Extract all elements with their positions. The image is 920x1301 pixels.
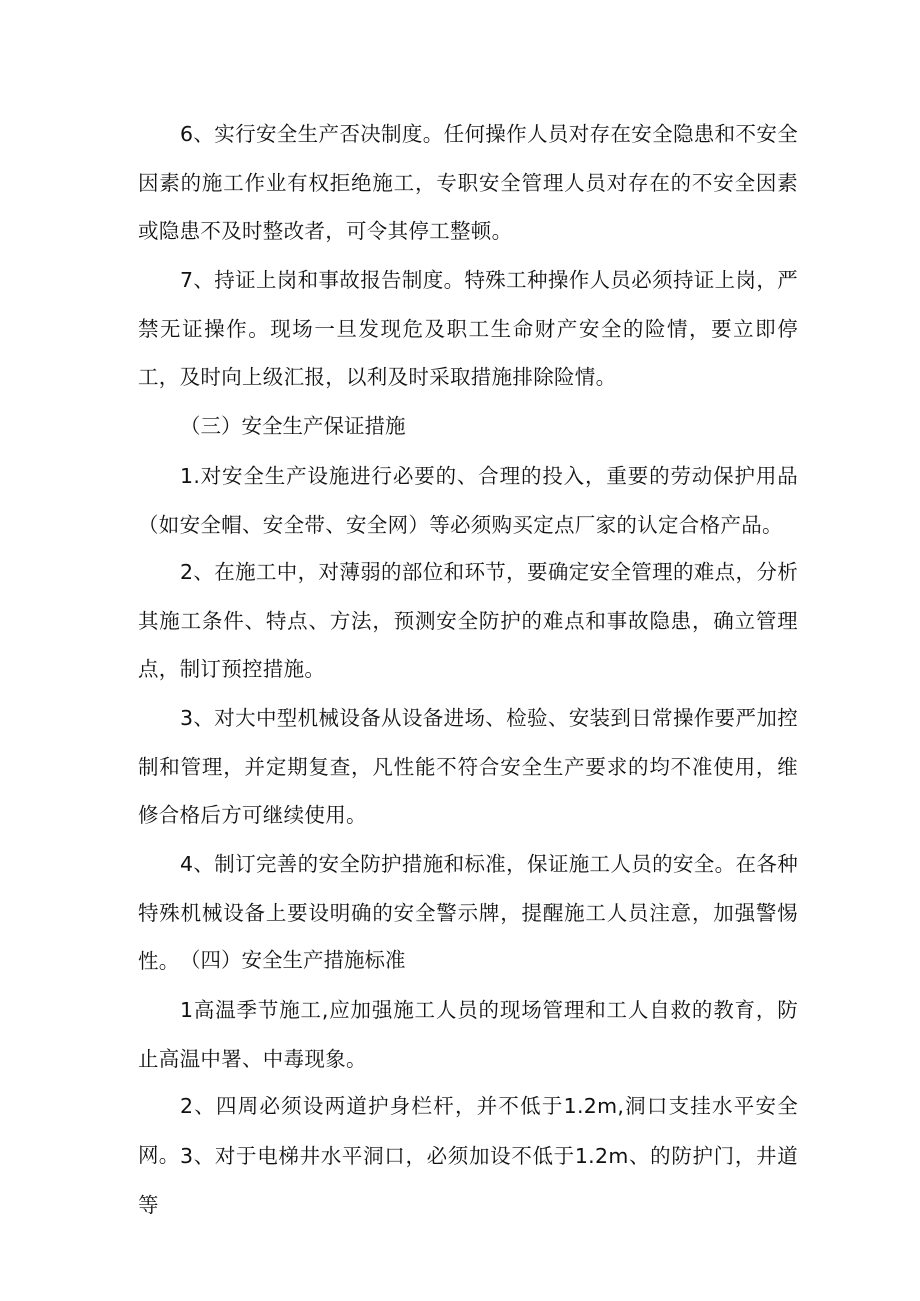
section-heading-4: （四）安全生产措施标准 [180, 948, 406, 972]
paragraph-item-7: 7、持证上岗和事故报告制度。特殊工种操作人员必须持证上岗，严禁无证操作。现场一旦发现危及职工生命财产安全的险情，要立即停工，及时向上级汇报，以利及时采取措施排除险情。 [138, 268, 798, 389]
paragraph-measure-4: 4、制订完善的安全防护措施和标准，保证施工人员的安全。在各种特殊机械设备上要设明确的安全警示牌，提醒施工人员注意，加强警惕性。 [138, 852, 798, 973]
paragraph-standard-1: 1高温季节施工,应加强施工人员的现场管理和工人自救的教育，防止高温中署、中毒现象。 [138, 998, 798, 1071]
paragraph-measure-3: 3、对大中型机械设备从设备进场、检验、安装到日常操作要严加控制和管理，并定期复查，凡性能不符合安全生产要求的均不准使用，维修合格后方可继续使用。 [138, 706, 798, 827]
paragraph-measure-1: 1.对安全生产设施进行必要的、合理的投入，重要的劳动保护用品（如安全帽、安全带、安全网）等必须购买定点厂家的认定合格产品。 [138, 464, 798, 537]
paragraph-item-6: 6、实行安全生产否决制度。任何操作人员对存在安全隐患和不安全因素的施工作业有权拒绝施工，专职安全管理人员对存在的不安全因素或隐患不及时整改者，可令其停工整顿。 [138, 122, 798, 243]
section-heading-3: （三）安全生产保证措施 [180, 414, 406, 438]
paragraph-measure-2: 2、在施工中，对薄弱的部位和环节，要确定安全管理的难点，分析其施工条件、特点、方法，预测安全防护的难点和事故隐患，确立管理点，制订预控措施。 [138, 560, 798, 681]
paragraph-standard-2: 2、四周必须设两道护身栏杆，并不低于1.2m,洞口支挂水平安全网。 [138, 1094, 798, 1167]
paragraph-standard-3: 3、对于电梯井水平洞口，必须加设不低于1.2m、的防护门，井道等 [138, 1144, 798, 1217]
